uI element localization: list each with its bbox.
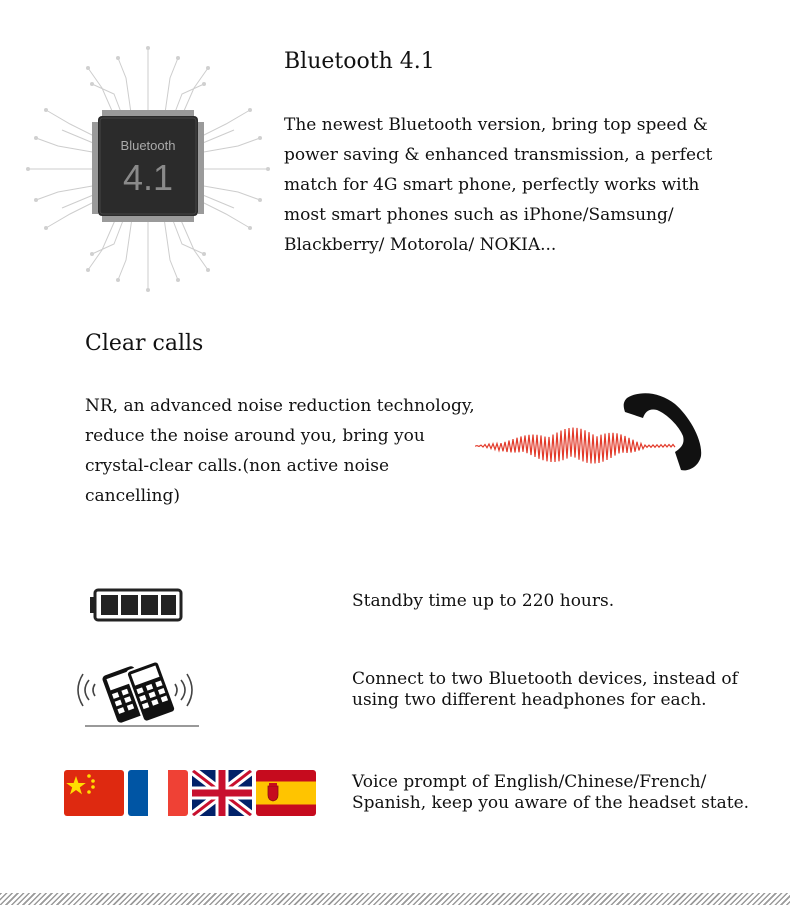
voice-prompt-text: Voice prompt of English/Chinese/French/ Spanish, keep you aware of the headset state. — [352, 772, 750, 813]
uk-flag-icon — [192, 770, 252, 816]
noise-wave-graphic — [475, 390, 705, 480]
bottom-divider — [0, 893, 790, 905]
standby-text: Standby time up to 220 hours. — [352, 591, 615, 611]
sound-wave-icon — [475, 428, 675, 464]
clear-calls-title: Clear calls — [85, 331, 204, 356]
bluetooth-description: The newest Bluetooth version, bring top speed & power saving & enhanced transmission, a perfect match for 4G smart phone, perfectly works with most smart phones such as iPhone/Samsung/ Blackberry/ Motorola/ NOKIA... — [284, 115, 713, 255]
france-flag-icon — [128, 770, 188, 816]
bluetooth-chip-icon — [22, 38, 274, 300]
phone-handset-icon — [624, 393, 702, 470]
bluetooth-title: Bluetooth 4.1 — [284, 49, 435, 74]
clear-calls-description: NR, an advanced noise reduction technology, reduce the noise around you, bring you crystal-clear calls.(non active noise cancelling) — [85, 396, 475, 506]
battery-full-icon — [90, 588, 184, 626]
chip-version: 4.1 — [122, 157, 174, 198]
dual-phone-icon — [75, 658, 205, 730]
spain-flag-icon — [256, 770, 316, 816]
chip-brand: Bluetooth — [120, 138, 176, 153]
dual-connect-text: Connect to two Bluetooth devices, instead of using two different headphones for each. — [352, 669, 738, 710]
china-flag-icon — [64, 770, 124, 816]
